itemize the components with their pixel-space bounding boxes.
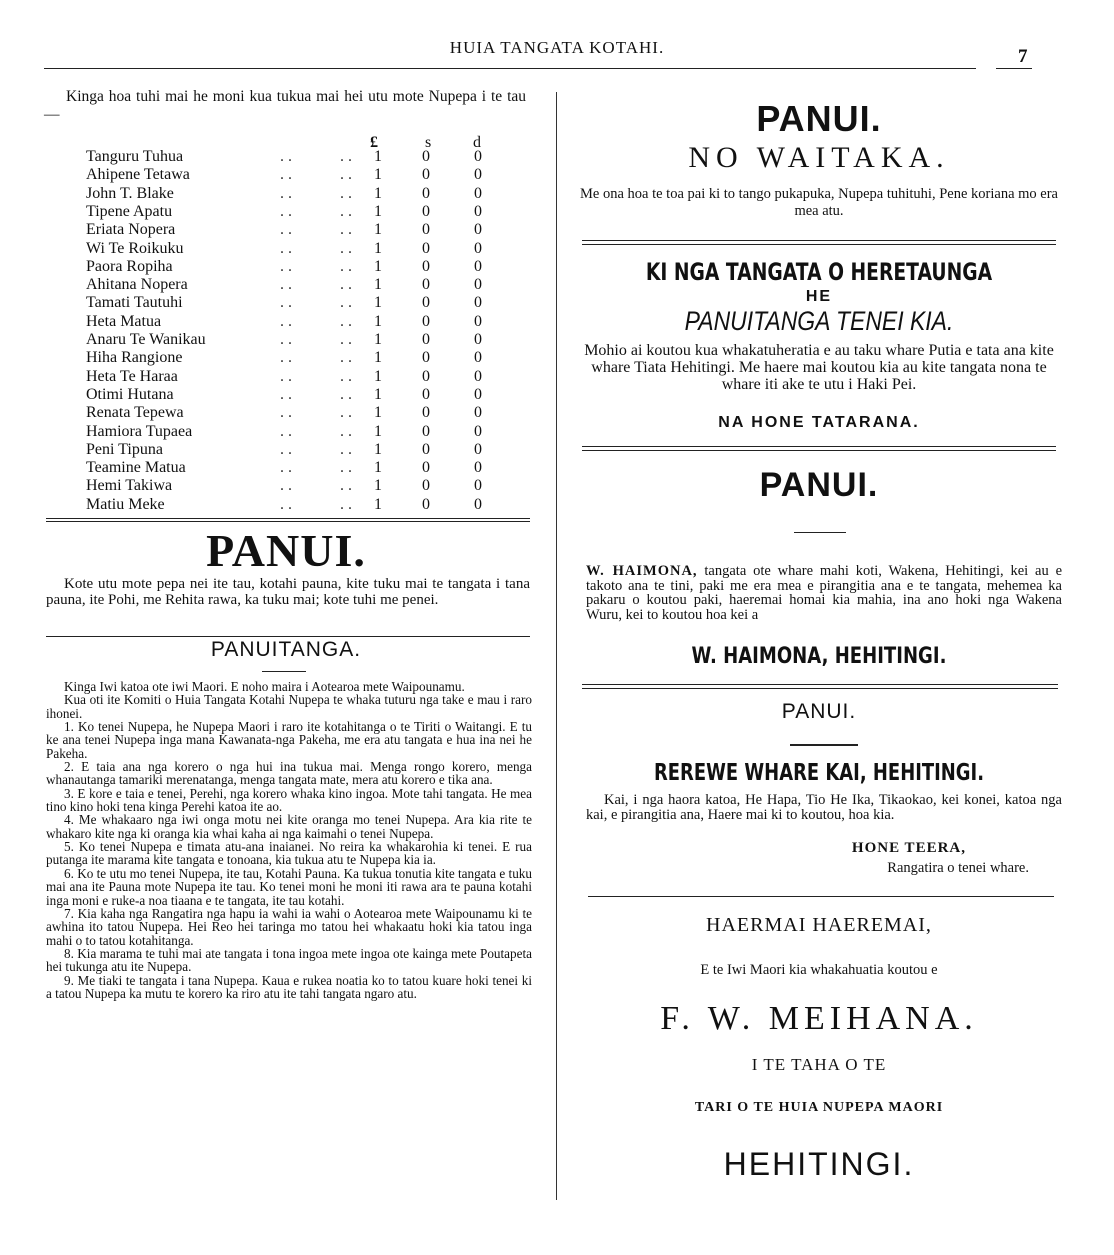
tari-heading: TARI O TE HUIA NUPEPA MAORI [694,1100,944,1115]
donor-name: Paora Ropiha [86,257,173,275]
donor-shillings: 0 [422,184,430,202]
iwi-text: E te Iwi Maori kia whakahuatia koutou e [700,962,938,978]
donor-pence: 0 [474,294,482,312]
running-title: HUIA TANGATA KOTAHI. [449,38,665,57]
donor-name: Heta Te Haraa [86,367,178,385]
donor-pounds: 1 [374,477,382,495]
donor-pence: 0 [474,440,482,458]
donor-pence: 0 [474,459,482,477]
donor-shillings: 0 [422,459,430,477]
donor-name: John T. Blake [86,184,174,202]
haermai-heading: HAERMAI HAEREMAI, [706,914,932,936]
donor-name: Eriata Nopera [86,221,176,239]
panuitanga-body [46,680,532,1000]
donor-pounds: 1 [374,276,382,294]
donor-name: Tamati Tautuhi [86,294,183,312]
donor-row [0,221,556,239]
donor-pence: 0 [474,495,482,513]
hehitingi-heading: HEHITINGI. [723,1146,915,1182]
i-te-taha-line: I TE TAHA O TE [751,1055,887,1074]
donor-pounds: 1 [374,257,382,275]
hone-tatarana-signature: NA HONE TATARANA. [718,414,920,431]
pence-label: d [473,134,481,151]
donor-row [0,148,556,166]
donor-shillings: 0 [422,440,430,458]
donor-shillings: 0 [422,477,430,495]
donor-pounds: 1 [374,422,382,440]
donor-row [0,203,556,221]
leader-dots: . . [280,459,292,477]
section-rule [582,684,1058,685]
donor-pence: 0 [474,385,482,403]
panuitanga-paragraph: 2. E taia ana nga korero o nga hui ina tukua mai. Menga rongo korero, menga whanautanga tamariki merenatanga, menga tangata mate, mera atu korero e tika ana. [46,759,532,788]
donor-name: Hamiora Tupaea [86,422,193,440]
donor-name: Heta Matua [86,312,162,330]
donor-row [0,459,556,477]
donor-name: Anaru Te Wanikau [86,331,206,348]
header-rule-right [996,68,1032,69]
panuitanga-paragraph: 1. Ko tenei Nupepa, he Nupepa Maori i raro ite kotahitanga o te Tiriti o Waitangi. E tu ke ana tenei Nupepa inga mana Kawanata-nga Pakeha, me era atu tangata e hua ina nei he Pakeha. [46,719,532,761]
donor-pence: 0 [474,404,482,422]
short-rule [262,671,306,672]
donor-name: Renata Tepewa [86,404,184,422]
section-rule [588,896,1054,897]
donor-name: Ahipene Tetawa [86,166,190,184]
panuitanga-paragraph: 5. Ko tenei Nupepa e timata atu-ana inaianei. No reira ka whakarohia ki tenei. E rua putanga ite marama kite tangata e tonoana, kia tukua atu te Nupepa kia ia. [46,839,532,868]
donor-pounds: 1 [374,312,382,330]
donor-shillings: 0 [422,349,430,367]
donor-pence: 0 [474,221,482,239]
he-label: HE [805,288,833,305]
donor-name: Tanguru Tuhua [86,148,184,165]
hone-teera-signature: HONE TEERA, [851,840,966,856]
donor-pence: 0 [474,276,482,294]
panuitanga-paragraph: 6. Ko te utu mo tenei Nupepa, ite tau, Kotahi Pauna. Ka tukua tonutia kite tangata e tuku mai ana ite Pauna mote Nupepa ite tau. Ko tenei moni he moni iti rawa ara te pauna kotahi inga moni e ruke-a noa tiaana e te tangata, ite tau kotahi. [46,865,532,908]
donor-pence: 0 [474,202,482,220]
leader-dots: . . [340,184,352,202]
panuitanga-rule [46,636,530,637]
leader-dots: . . [340,459,352,477]
leader-dots: . . [340,367,352,385]
panuitanga-paragraph: 3. E kore e taia e tenei, Perehi, nga korero whaka kino ingoa. Mote tahi tangata. He mea tino kino hoki tena kinga Perehi katoa ite ao. [46,785,532,815]
leader-dots: . . [340,239,352,257]
leader-dots: . . [280,221,292,239]
leader-dots: . . [280,367,292,385]
panui-heading-1: PANUI. [756,98,882,139]
panuitanga-paragraph: 9. Me tiaki te tangata i tana Nupepa. Kaua e rukea noatia ko to tatou kuare hoki tenei ki a tatou Nupepa ka mutu te korero ka riro atu ite tahi tangata ngaro atu. [46,972,532,1001]
haimona-text [586,564,1062,622]
donor-pounds: 1 [374,404,382,422]
donor-pence: 0 [474,239,482,257]
donor-pounds: 1 [374,184,382,202]
donor-row [0,240,556,258]
leader-dots: . . [340,477,352,495]
donor-pence: 0 [474,367,482,385]
leader-dots: . . [280,495,292,513]
meihana-heading: F. W. MEIHANA. [660,1000,978,1037]
leader-dots: . . [280,331,292,348]
section-rule [582,446,1056,447]
leader-dots: . . [280,385,292,403]
leader-dots: . . [340,221,352,239]
ki-nga-tangata-heading: KI NGA TANGATA O HERETAUNGA [645,258,993,286]
donor-pence: 0 [474,257,482,275]
leader-dots: . . [280,184,292,202]
donor-row [0,276,556,294]
panuitanga-paragraph: Kua oti ite Komiti o Huia Tangata Kotahi Nupepa te whaka tuturu nga take e mau i raro ihonei. [46,692,532,721]
panui-heading-2: PANUI. [759,466,879,504]
donor-name: Otimi Hutana [86,385,174,403]
donor-name: Hemi Takiwa [86,477,173,495]
donor-name: Ahitana Nopera [86,276,188,294]
donor-pence: 0 [474,184,482,202]
leader-dots: . . [340,276,352,294]
haimona-name: W. HAIMONA, [586,563,698,579]
donor-pounds: 1 [374,385,382,403]
donor-row [0,386,556,404]
leader-dots: . . [280,312,292,330]
leader-dots: . . [340,148,352,165]
mohio-text: Mohio ai koutou kua whakatuheratia e au taku whare Putia e tata ana kite whare Tiata Hehitingi. Me haere mai koutou kia au kite tangata nona te whare iti ake te utu i Haki Pei. [584,342,1054,393]
short-rule [790,744,858,746]
donor-shillings: 0 [422,385,430,403]
donor-shillings: 0 [422,221,430,239]
column-divider [556,92,557,1200]
panui-heading-3: PANUI. [781,700,857,723]
donor-pounds: 1 [374,148,382,165]
leader-dots: . . [280,148,292,165]
leader-dots: . . [280,404,292,422]
donor-pence: 0 [474,148,482,165]
leader-dots: . . [340,202,352,220]
donor-pounds: 1 [374,331,382,348]
donor-row [0,368,556,386]
donor-shillings: 0 [422,239,430,257]
donor-pounds: 1 [374,294,382,312]
donor-row [0,166,556,184]
leader-dots: . . [340,404,352,422]
leader-dots: . . [280,349,292,367]
donor-pounds: 1 [374,459,382,477]
leader-dots: . . [280,166,292,184]
donor-name: Hiha Rangione [86,349,183,367]
rangatira-line: Rangatira o tenei whare. [887,860,1029,876]
pounds-label: £ [370,134,378,151]
no-waitaka-heading: NO WAITAKA. [688,141,950,174]
leader-dots: . . [280,477,292,495]
section-rule [582,688,1058,689]
panui-heading-left: PANUI. [206,525,366,576]
donor-pence: 0 [474,349,482,367]
panuitanga-paragraph: 7. Kia kaha nga Rangatira nga hapu ia wahi ia wahi o Aotearoa mete Waipounamu ki te awhina ito tatou Nupepa. Hei Reo hei taringa mo tatou hei whakaatu hoki kia tatou inga mahi o to tatou kotahitanga. [46,905,532,948]
donor-name: Teamine Matua [86,459,186,477]
donor-name: Peni Tipuna [86,440,163,458]
leader-dots: . . [340,331,352,348]
leader-dots: . . [280,276,292,294]
donor-row [0,258,556,276]
leader-dots: . . [340,349,352,367]
donor-shillings: 0 [422,257,430,275]
donor-pounds: 1 [374,166,382,184]
donor-shillings: 0 [422,166,430,184]
leader-dots: . . [280,294,292,312]
haimona-signature: W. HAIMONA, HEHITINGI. [691,644,947,669]
donor-list [0,148,556,518]
donor-name: Matiu Meke [86,495,165,513]
shillings-label: s [425,134,432,151]
donor-row [0,441,556,459]
section-rule [582,240,1056,241]
haimona-body: tangata ote whare mahi koti, Wakena, Hehitingi, kei au e takoto ana te tini, paki me era mea e pirangitia ana e te tangata, mehemea ka pakaru o koutou paki, haeremai homai kia mahia, ina ano hoki nga Wakena Wuru, kei to koutou hoa kei a [586,563,1063,623]
donor-shillings: 0 [422,202,430,220]
panuitanga-paragraph: Kinga Iwi katoa ote iwi Maori. E noho maira i Aotearoa mete Waipounamu. [64,679,465,694]
leader-dots: . . [340,495,352,513]
kai-text: Kai, i nga haora katoa, He Hapa, Tio He Ika, Tikaokao, kei konei, katoa nga kai, e pirangitia ana, Haere mai ki to koutou, hoa kia. [586,792,1062,823]
donor-row [0,185,556,203]
rerewe-heading: REREWE WHARE KAI, HEHITINGI. [653,760,985,786]
short-rule [794,532,846,533]
donor-pounds: 1 [374,202,382,220]
panuitanga-heading: PANUITANGA. [210,638,362,661]
leader-dots: . . [340,257,352,275]
no-waitaka-text: Me ona hoa te toa pai ki to tango pukapuka, Nupepa tuhituhi, Pene koriana mo era mea atu. [580,186,1058,219]
leader-dots: . . [340,166,352,184]
donor-pence: 0 [474,312,482,330]
panuitanga-paragraph: 8. Kia marama te tuhi mai ate tangata i tona ingoa mete ingoa ote kainga mete Poutapeta hei tukunga atu ite Nupepa. [46,945,532,975]
donor-shillings: 0 [422,367,430,385]
leader-dots: . . [280,239,292,257]
donor-pounds: 1 [374,221,382,239]
section-rule [582,244,1056,245]
donor-shillings: 0 [422,331,430,348]
donor-pounds: 1 [374,495,382,513]
header-rule [44,68,976,69]
donor-list-rule [46,518,530,522]
donor-shillings: 0 [422,148,430,165]
donor-row [0,404,556,422]
panuitanga-tenei-heading: PANUITANGA TENEI KIA. [684,306,954,336]
donor-row [0,331,556,349]
donor-shillings: 0 [422,294,430,312]
donor-pounds: 1 [374,440,382,458]
donor-pence: 0 [474,331,482,348]
donor-pence: 0 [474,477,482,495]
donor-row [0,496,556,514]
leader-dots: . . [340,422,352,440]
donor-shillings: 0 [422,312,430,330]
donor-pounds: 1 [374,367,382,385]
leader-dots: . . [340,440,352,458]
leader-dots: . . [280,440,292,458]
donor-row [0,313,556,331]
section-rule [582,450,1056,451]
donor-pence: 0 [474,422,482,440]
page-number: 7 [1018,46,1028,67]
donor-name: Wi Te Roikuku [86,239,184,257]
donor-row [0,349,556,367]
donor-shillings: 0 [422,404,430,422]
donor-shillings: 0 [422,495,430,513]
leader-dots: . . [340,294,352,312]
donor-row [0,294,556,312]
donor-name: Tipene Apatu [86,202,173,220]
panuitanga-paragraph: 4. Me whakaaro nga iwi onga motu nei kite oranga mo tenei Nupepa. Ara kia rite te whakaro kite nga ki oranga kia whai kaha ai nga kaimahi o tenei Nupepa. [46,812,532,841]
donor-row [0,423,556,441]
donor-shillings: 0 [422,422,430,440]
panui-subscription-text: Kote utu mote pepa nei ite tau, kotahi pauna, kite tuku mai te tangata i tana pauna, ite Pohi, me Rehita rawa, ka tuku mai; kote tuhi me penei. [46,576,530,608]
leader-dots: . . [280,257,292,275]
donor-shillings: 0 [422,276,430,294]
leader-dots: . . [280,202,292,220]
donor-row [0,477,556,495]
leader-dots: . . [340,312,352,330]
donor-pounds: 1 [374,349,382,367]
donor-pounds: 1 [374,239,382,257]
leader-dots: . . [340,385,352,403]
leader-dots: . . [280,422,292,440]
donations-intro: Kinga hoa tuhi mai he moni kua tukua mai hei utu mote Nupepa i te tau— [44,88,526,123]
donor-pence: 0 [474,166,482,184]
